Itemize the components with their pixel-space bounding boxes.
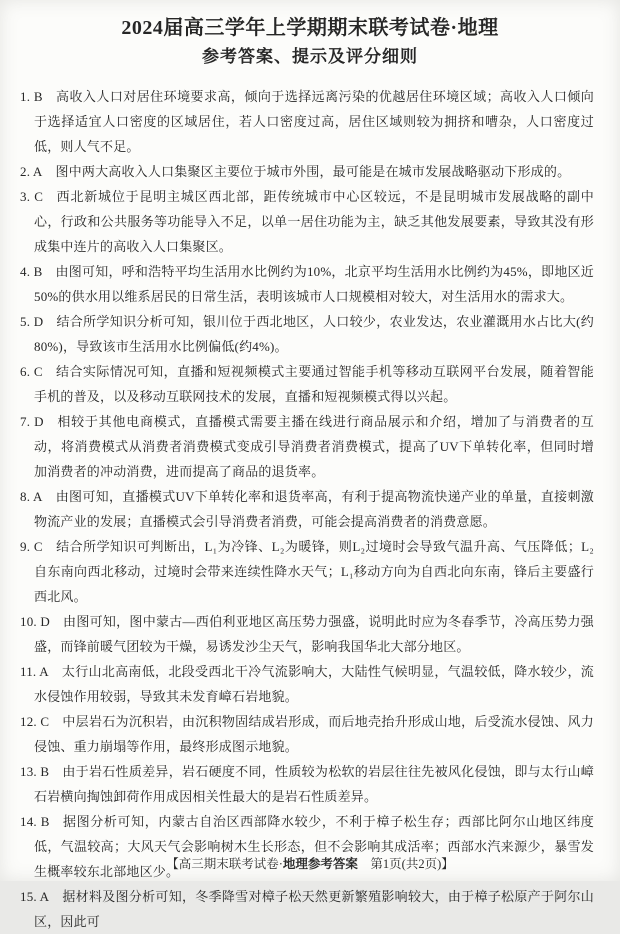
answer-item-11 xyxy=(20,659,594,709)
answer-number: 12. C xyxy=(20,714,50,729)
page-title: 2024届高三学年上学期期末联考试卷·地理 xyxy=(121,17,499,39)
answer-text: 高收入人口对居住环境要求高，倾向于选择远离污染的优越居住环境区域；高收入人口倾向于选择适宜人口密度的区域居住，若人口密度过高，居住区域则较为拥挤和嘈杂，人口密度过低，则人气不足。 xyxy=(34,89,594,154)
answer-item-10 xyxy=(20,609,594,659)
answer-number: 5. D xyxy=(20,314,44,329)
answer-number: 6. C xyxy=(20,364,43,379)
answer-text: 西北新城位于昆明主城区西北部，距传统城市中心区较远，不是昆明城市发展战略的副中心，行政和公共服务等功能导入不足，以单一居住功能为主，缺乏其他发展要素，导致其没有形成集中连片的高收入人口集聚区。 xyxy=(34,189,594,254)
answer-number: 8. A xyxy=(20,489,43,504)
answer-number: 13. B xyxy=(20,764,50,779)
page-subtitle: 参考答案、提示及评分细则 xyxy=(202,47,418,66)
answer-item-6 xyxy=(20,359,594,409)
answer-number: 2. A xyxy=(20,164,43,179)
page-header xyxy=(0,0,620,70)
answer-item-2 xyxy=(20,159,594,184)
answer-text: 太行山北高南低，北段受西北干冷气流影响大，大陆性气候明显，气温较低，降水较少，流水侵蚀作用较弱，导致其未发育嶂石岩地貌。 xyxy=(34,664,594,704)
footer-paper-name: 【高三期末联考试卷· xyxy=(166,857,283,871)
answer-number: 1. B xyxy=(20,89,43,104)
answer-text: 中层岩石为沉积岩，由沉积物固结成岩形成，而后地壳抬升形成山地，后受流水侵蚀、风力侵蚀、重力崩塌等作用，最终形成图示地貌。 xyxy=(34,714,594,754)
answer-text: 据图分析可知，内蒙古自治区西部降水较少，不利于樟子松生存；西部比阿尔山地区纬度低，气温较高；大风天气会影响树木生长形态，但不会影响其成活率；西部水汽来源少，暴雪发生概率较东北部地区少。 xyxy=(34,814,595,879)
answer-text: 结合所学知识可判断出，L₁为冷锋、L₂为暖锋，则L₂过境时会导致气温升高、气压降低；L₂自东南向西北移动，过境时会带来连续性降水天气；L₁移动方向为自西北向东南，锋后主要盛行西北风。 xyxy=(34,539,594,604)
answer-item-12 xyxy=(20,709,594,759)
answer-text: 由图可知，图中蒙古—西伯利亚地区高压势力强盛，说明此时应为冬春季节，冷高压势力强盛，而锋前暖气团较为干燥，易诱发沙尘天气，影响我国华北大部分地区。 xyxy=(34,614,594,654)
answer-number: 14. B xyxy=(20,814,50,829)
answer-number: 9. C xyxy=(20,539,43,554)
answer-item-7 xyxy=(20,409,594,484)
page-footer xyxy=(0,854,620,874)
answer-number: 11. A xyxy=(20,664,49,679)
answer-item-4 xyxy=(20,259,594,309)
footer-page-number: 第1页(共2页)】 xyxy=(357,857,454,871)
answers-list xyxy=(0,70,620,934)
answer-item-1 xyxy=(20,84,594,159)
answer-number: 7. D xyxy=(20,414,44,429)
answer-number: 4. B xyxy=(20,264,43,279)
answer-text: 相较于其他电商模式，直播模式需要主播在线进行商品展示和介绍，增加了与消费者的互动，将消费模式从消费者消费模式变成引导消费者消费模式，提高了UV下单转化率，但同时增加消费者的冲动消费，进而提高了商品的退货率。 xyxy=(34,414,594,479)
answer-number: 15. A xyxy=(20,889,50,904)
answer-text: 由于岩石性质差异，岩石硬度不同，性质较为松软的岩层往往先被风化侵蚀，即与太行山嶂石岩横向掏蚀卸荷作用成因相关性最大的是岩石性质差异。 xyxy=(34,764,594,804)
answer-text: 由图可知，呼和浩特平均生活用水比例约为10%，北京平均生活用水比例约为45%，即地区近50%的供水用以维系居民的日常生活，表明该城市人口规模相对较大，对生活用水的需求大。 xyxy=(34,264,594,304)
answer-item-15 xyxy=(20,884,594,934)
answer-text: 据材料及图分析可知，冬季降雪对樟子松天然更新繁殖影响较大，由于樟子松原产于阿尔山区，因此可 xyxy=(34,889,594,929)
answer-item-3 xyxy=(20,184,594,259)
answer-item-5 xyxy=(20,309,594,359)
footer-subject-name: 地理参考答案 xyxy=(282,857,358,871)
answer-item-9 xyxy=(20,534,594,609)
answer-text: 结合所学知识分析可知，银川位于西北地区，人口较少，农业发达，农业灌溉用水占比大(约80%)，导致该市生活用水比例偏低(约4%)。 xyxy=(34,314,594,354)
answer-number: 3. C xyxy=(20,189,44,204)
answer-item-8 xyxy=(20,484,594,534)
answer-text: 图中两大高收入人口集聚区主要位于城市外围，最可能是在城市发展战略驱动下形成的。 xyxy=(55,164,571,179)
answer-text: 由图可知，直播模式UV下单转化率和退货率高，有利于提高物流快递产业的单量，直接刺激物流产业的发展；直播模式会引导消费者消费，可能会提高消费者的消费意愿。 xyxy=(34,489,594,529)
answer-text: 结合实际情况可知，直播和短视频模式主要通过智能手机等移动互联网平台发展，随着智能手机的普及，以及移动互联网技术的发展，直播和短视频模式得以兴起。 xyxy=(34,364,594,404)
answer-number: 10. D xyxy=(20,614,50,629)
answer-item-13 xyxy=(20,759,594,809)
